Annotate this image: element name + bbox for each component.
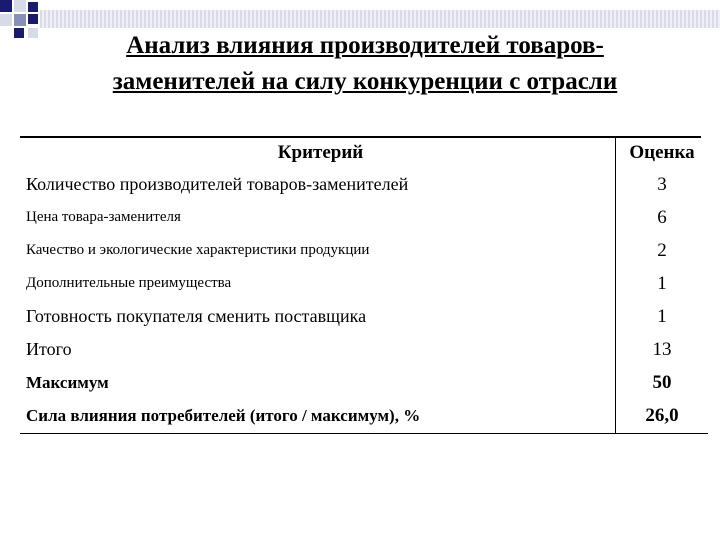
- criteria-table-container: [20, 136, 701, 434]
- row-criterion: Сила влияния потребителей (итого / максимум), %: [20, 399, 616, 434]
- row-criterion: Качество и экологические характеристики продукции: [26, 242, 370, 258]
- table-row-maximum: [20, 366, 708, 399]
- table-row: [20, 300, 708, 333]
- row-criterion: Максимум: [26, 372, 109, 392]
- decorative-square: [28, 2, 38, 12]
- row-score: 50: [616, 366, 709, 399]
- header-bar-pattern: [40, 10, 720, 28]
- table-row: [20, 234, 708, 267]
- table-row-influence: [20, 399, 708, 434]
- decorative-square: [0, 0, 12, 12]
- header-criterion: Критерий: [277, 142, 364, 163]
- row-criterion: Готовность покупателя сменить поставщика: [26, 306, 367, 326]
- decorative-square: [28, 28, 38, 38]
- table-row-total: [20, 333, 708, 366]
- table-row: [20, 201, 708, 234]
- row-criterion: Итого: [26, 339, 72, 359]
- criteria-table: [20, 138, 708, 434]
- decorative-square: [14, 28, 24, 38]
- row-score: 3: [616, 168, 709, 201]
- row-score: 1: [616, 300, 709, 333]
- decorative-square: [14, 14, 26, 26]
- slide-title: Анализ влияния производителей товаров-заменителей на силу конкуренции с отрасли: [112, 32, 618, 95]
- row-criterion: Дополнительные преимущества: [26, 275, 232, 291]
- row-criterion: Цена товара-заменителя: [26, 209, 181, 225]
- row-score: 13: [616, 333, 709, 366]
- row-criterion: Количество производителей товаров-заменителей: [26, 174, 409, 194]
- row-score: 1: [616, 267, 709, 300]
- table-header-row: [20, 138, 708, 168]
- table-row: [20, 267, 708, 300]
- table-row: [20, 168, 708, 201]
- decorative-square: [14, 0, 26, 12]
- header-score: Оценка: [616, 138, 709, 168]
- row-score: 2: [616, 234, 709, 267]
- row-score: 6: [616, 201, 709, 234]
- row-score: 26,0: [616, 399, 709, 434]
- decorative-square: [0, 14, 12, 26]
- decorative-square: [28, 14, 38, 24]
